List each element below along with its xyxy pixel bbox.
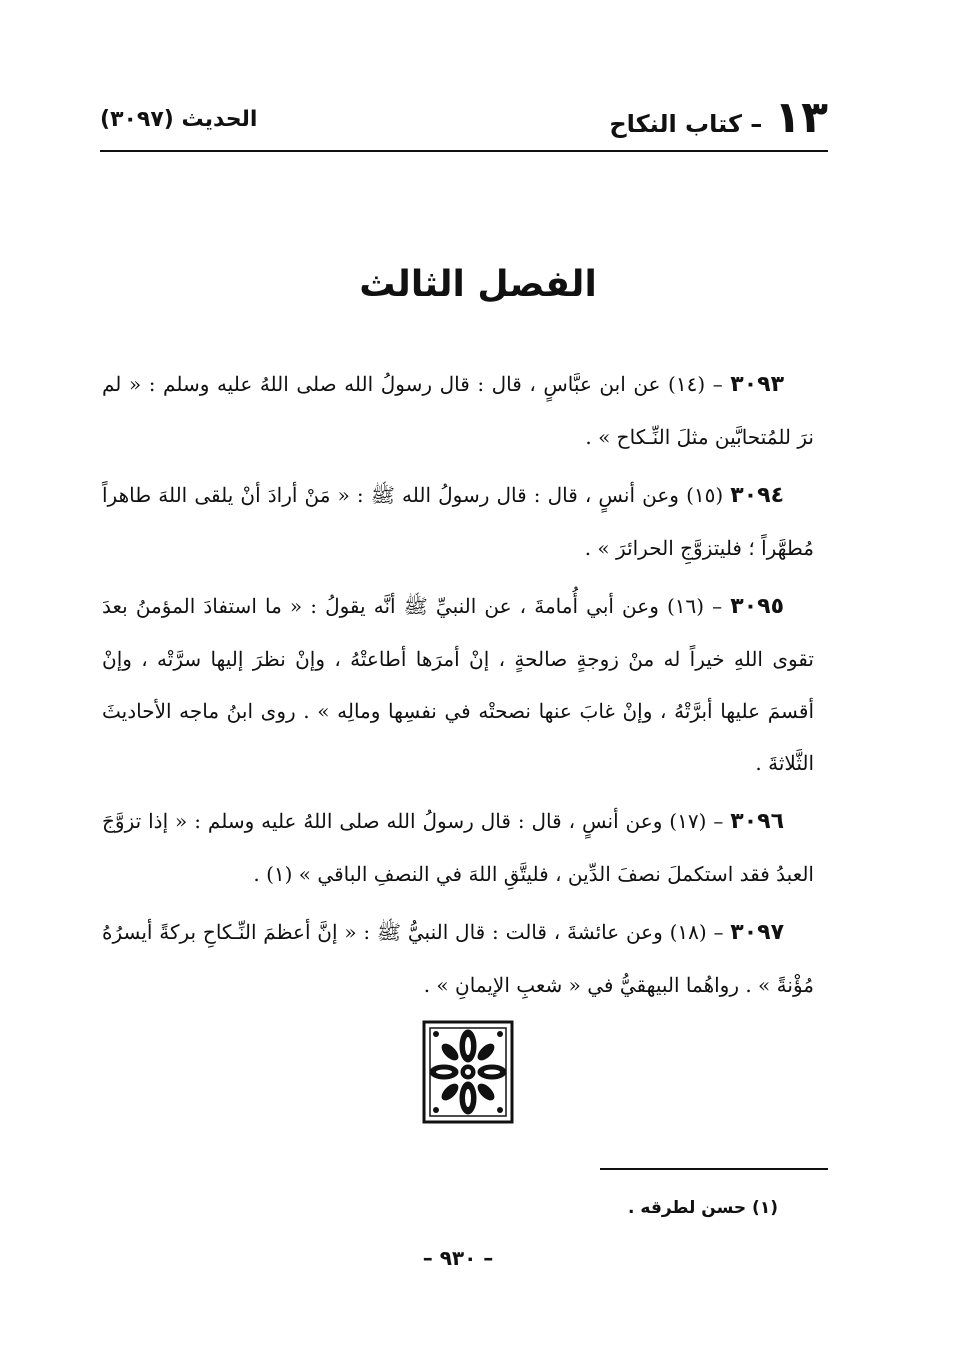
chapter-heading	[609, 92, 828, 150]
hadith-text: – (١٤) عن ابن عبَّاسٍ ، قال : قال رسولُ الله صلى اللهُ عليه وسلم : « لم نرَ للمُتحابَّين مثلَ النِّـكاح » .	[102, 372, 814, 449]
running-header	[100, 92, 828, 150]
hadith-text: – (١٧) وعن أنسٍ ، قال : قال رسولُ الله صلى اللهُ عليه وسلم : « إذا تزوَّجَ العبدُ فقد استكملَ نصفَ الدِّين ، فليتَّقِ اللهَ في النصفِ الباقي » (١) .	[102, 809, 814, 886]
hadith-entry	[102, 580, 814, 789]
hadith-text: – (١٦) وعن أبي أُمامةَ ، عن النبيِّ ﷺ أنَّه يقولُ : « ما استفادَ المؤمنُ بعدَ تقوى اللهِ خيراً له منْ زوجةٍ صالحةٍ ، إنْ أمرَها أطاعتْهُ ، وإنْ نظرَ إليها سرَّتْه ، وإنْ أقسمَ عليها أبرَّتْهُ ، وإنْ غابَ عنها نصحتْه في نفسِها ومالِه » . روى ابنُ ماجه الأحاديثَ الثَّلاثةَ .	[102, 594, 814, 775]
hadith-text: (١٥) وعن أنسٍ ، قال : قال رسولُ الله ﷺ : « مَنْ أرادَ أنْ يلقى اللهَ طاهراً مُطهَّراً ؛ فليتزوَّجِ الحرائرَ » .	[102, 483, 814, 560]
chapter-number: ١٣	[774, 92, 828, 143]
header-divider	[100, 150, 828, 152]
section-title: الفصل الثالث	[359, 264, 597, 305]
footnote-divider	[600, 1168, 828, 1170]
hadith-number: ٣٠٩٧	[730, 920, 784, 945]
hadith-entry	[102, 469, 814, 574]
hadith-number: ٣٠٩٣	[730, 372, 784, 397]
page-number: – ٩٣٠ –	[422, 1246, 494, 1270]
chapter-title: – كتاب النكاح	[609, 110, 763, 138]
hadith-text: – (١٨) وعن عائشةَ ، قالت : قال النبيُّ ﷺ : « إنَّ أعظمَ النِّـكاحِ بركةً أيسرُهُ مُؤْنةً » . رواهُما البيهقيُّ في « شعبِ الإيمانِ » .	[102, 920, 814, 997]
hadith-number: ٣٠٩٤	[730, 483, 784, 508]
footnote: (١) حسن لطرقه .	[628, 1198, 778, 1218]
hadith-number: ٣٠٩٥	[730, 594, 785, 619]
hadith-number: ٣٠٩٦	[730, 809, 785, 834]
hadith-entry	[102, 358, 814, 463]
hadith-range: الحديث (٣٠٩٧)	[100, 107, 258, 132]
floral-ornament-icon	[420, 1018, 516, 1126]
hadith-entry	[102, 906, 814, 1011]
hadith-list	[102, 358, 814, 1017]
hadith-entry	[102, 795, 814, 900]
